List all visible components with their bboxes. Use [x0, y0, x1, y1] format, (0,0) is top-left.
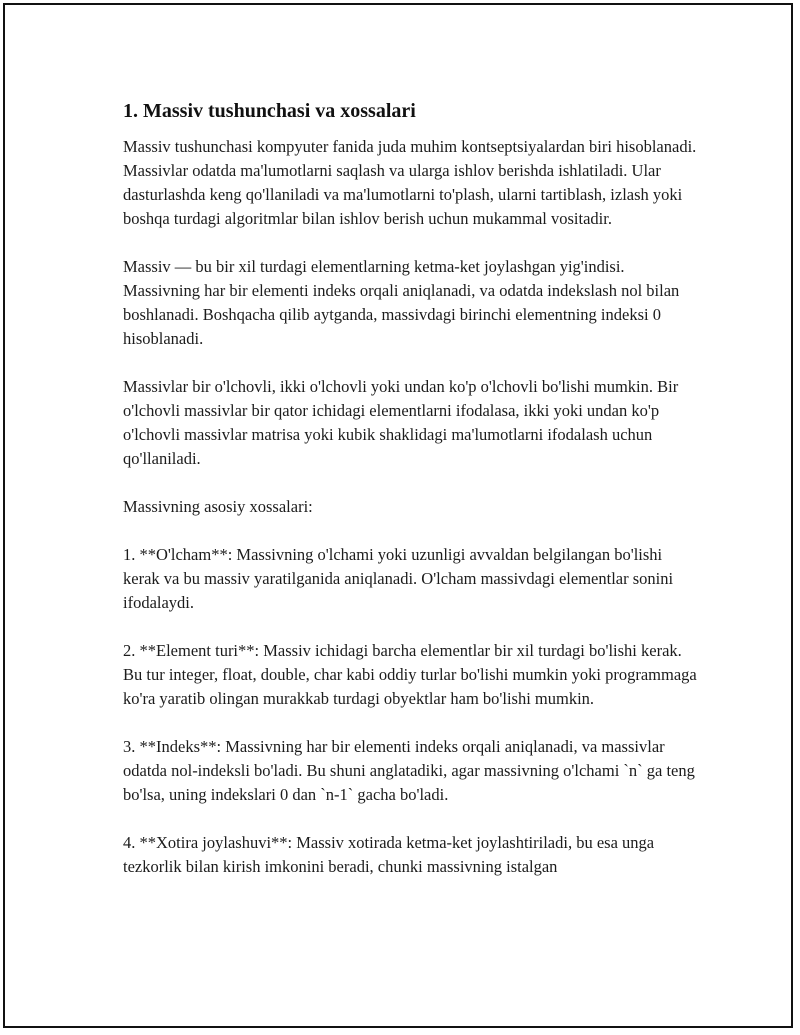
document-page: [3, 3, 793, 1028]
paragraph-dimensions: Massivlar bir o'lchovli, ikki o'lchovli yoki undan ko'p o'lchovli bo'lishi mumkin. Bir o'lchovli massivlar bir qator ichidagi elementlarni ifodalasa, ikki yoki undan ko'p o'lchovli massivlar matrisa yoki kubik shaklidagi ma'lumotlarni ifodalash uchun qo'llaniladi.: [123, 377, 679, 468]
section-heading: 1. Massiv tushunchasi va xossalari: [123, 100, 416, 122]
property-item-memory-layout: 4. **Xotira joylashuvi**: Massiv xotirada ketma-ket joylashtiriladi, bu esa unga tezkorlik bilan kirish imkonini beradi, chunki massivning istalgan: [123, 833, 655, 876]
paragraph-intro: Massiv tushunchasi kompyuter fanida juda muhim kontseptsiyalardan biri hisoblanadi. Massivlar odatda ma'lumotlarni saqlash va ularga ishlov berishda ishlatiladi. Ular dasturlashda keng qo'llaniladi va ma'lumotlarni to'plash, ularni tartiblash, izlash yoki boshqa turdagi algoritmlar bilan ishlov berish uchun mukammal vositadir.: [123, 137, 697, 228]
property-item-element-type: 2. **Element turi**: Massiv ichidagi barcha elementlar bir xil turdagi bo'lishi kerak. Bu tur integer, float, double, char kabi oddiy turlar bo'lishi mumkin yoki programmaga ko'ra yaratib olingan murakkab turdagi obyektlar ham bo'lishi mumkin.: [123, 641, 697, 708]
paragraph-definition: Massiv — bu bir xil turdagi elementlarning ketma-ket joylashgan yig'indisi. Massivning har bir elementi indeks orqali aniqlanadi, va odatda indekslash nol bilan boshlanadi. Boshqacha qilib aytganda, massivdagi birinchi elementning indeksi 0 hisoblanadi.: [123, 257, 680, 348]
property-item-index: 3. **Indeks**: Massivning har bir elementi indeks orqali aniqlanadi, va massivlar odatda nol-indeksli bo'ladi. Bu shuni anglatadiki, agar massivning o'lchami `n` ga teng bo'lsa, uning indekslari 0 dan `n-1` gacha bo'ladi.: [123, 737, 695, 804]
document-body: [123, 97, 698, 903]
property-item-size: 1. **O'lcham**: Massivning o'lchami yoki uzunligi avvaldan belgilangan bo'lishi kerak va bu massiv yaratilganida aniqlanadi. O'lcham massivdagi elementlar sonini ifodalaydi.: [123, 545, 674, 612]
paragraph-properties-intro: Massivning asosiy xossalari:: [123, 497, 313, 516]
